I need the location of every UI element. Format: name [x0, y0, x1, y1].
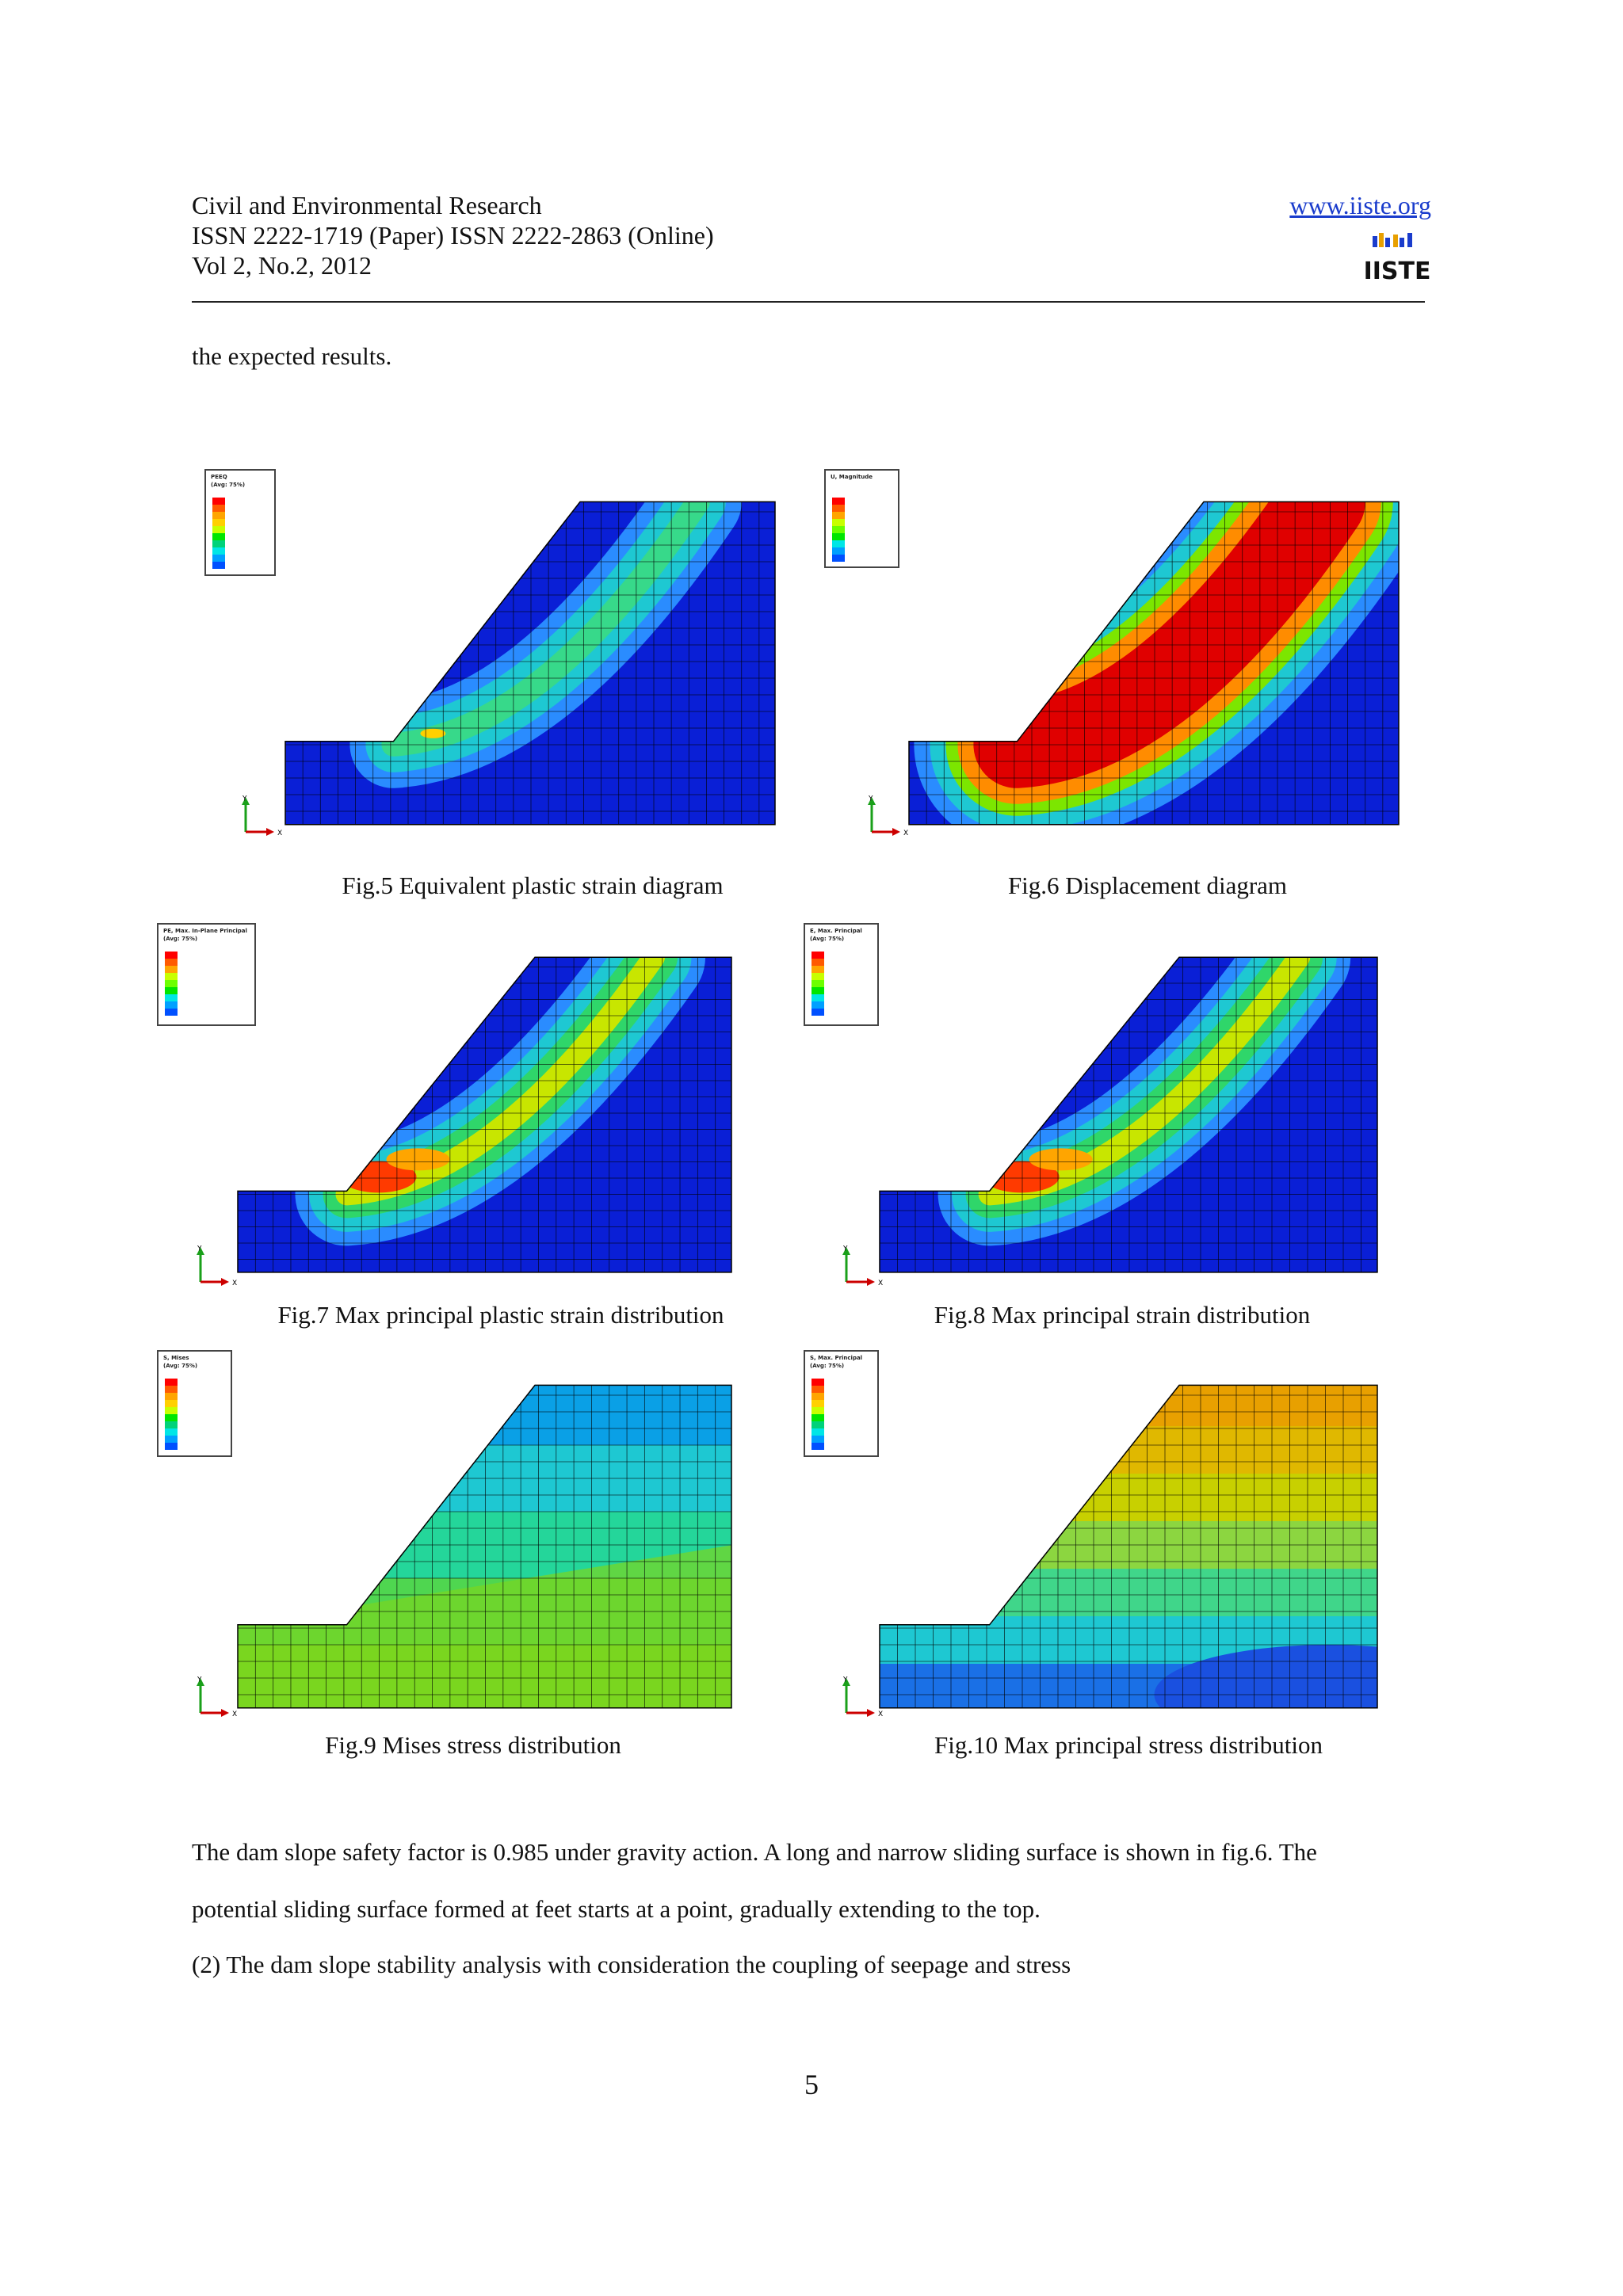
- body-line-2: potential sliding surface formed at feet starts at a point, gradually extending to the top.: [192, 1895, 1041, 1923]
- caption-fig10: Fig.10 Max principal stress distribution: [934, 1731, 1323, 1759]
- journal-title: Civil and Environmental Research: [192, 191, 542, 219]
- journal-header: [192, 190, 714, 280]
- axis-x-label: X: [903, 830, 909, 837]
- page-number: 5: [804, 2069, 819, 2100]
- journal-volume: Vol 2, No.2, 2012: [192, 251, 372, 280]
- legend-averaging: (Avg: 75%): [163, 936, 198, 942]
- axis-triad-icon: [838, 1242, 886, 1290]
- axis-triad-icon: [193, 1242, 240, 1290]
- legend-color-bar: [812, 1379, 824, 1450]
- legend-title: PEEQ: [211, 474, 227, 480]
- legend-color-bar: [165, 1379, 178, 1450]
- legend-title: U, Magnitude: [831, 474, 873, 480]
- axis-x-label: X: [232, 1280, 238, 1287]
- axis-y-label: Y: [843, 1245, 848, 1253]
- contour-legend-6: [824, 469, 899, 568]
- legend-color-bar: [812, 952, 824, 1016]
- axis-triad-icon: [864, 792, 911, 840]
- axis-y-label: Y: [197, 1676, 202, 1684]
- legend-title: E, Max. Principal: [810, 928, 862, 934]
- legend-color-bar: [832, 498, 845, 562]
- caption-fig9: Fig.9 Mises stress distribution: [325, 1731, 621, 1759]
- axis-x-label: X: [232, 1711, 238, 1718]
- contour-legend-5: [204, 469, 276, 576]
- caption-fig6: Fig.6 Displacement diagram: [1007, 871, 1288, 899]
- legend-averaging: (Avg: 75%): [810, 936, 845, 942]
- legend-color-bar: [165, 952, 178, 1016]
- contour-legend-10: [804, 1350, 879, 1457]
- legend-averaging: (Avg: 75%): [211, 482, 246, 488]
- axis-y-label: Y: [869, 795, 873, 803]
- body-line-3: (2) The dam slope stability analysis with consideration the coupling of seepage and stress: [192, 1951, 1071, 1978]
- caption-fig7: Fig.7 Max principal plastic strain distribution: [277, 1301, 724, 1329]
- fe-contour-plot-8: [880, 951, 1379, 1276]
- contour-legend-7: [157, 923, 256, 1026]
- legend-title: S, Mises: [163, 1355, 189, 1361]
- axis-y-label: Y: [843, 1676, 848, 1684]
- logo-text: IISTE: [1363, 257, 1431, 285]
- intro-text: the expected results.: [192, 342, 392, 370]
- legend-color-bar: [212, 498, 225, 569]
- website-link[interactable]: www.iiste.org: [1289, 191, 1431, 219]
- legend-averaging: (Avg: 75%): [810, 1363, 845, 1369]
- legend-title: PE, Max. In-Plane Principal: [163, 928, 247, 934]
- legend-averaging: (Avg: 75%): [163, 1363, 198, 1369]
- contour-legend-8: [804, 923, 879, 1026]
- axis-y-label: Y: [197, 1245, 202, 1253]
- axis-triad-icon: [238, 792, 285, 840]
- header-rule: [192, 301, 1425, 303]
- axis-y-label: Y: [242, 795, 247, 803]
- iiste-logo: [1363, 231, 1431, 287]
- journal-issn: ISSN 2222-1719 (Paper) ISSN 2222-2863 (Online): [192, 221, 714, 250]
- body-line-1: The dam slope safety factor is 0.985 under gravity action. A long and narrow sliding surface is shown in fig.6. The: [192, 1838, 1317, 1866]
- caption-fig5: Fig.5 Equivalent plastic strain diagram: [342, 871, 724, 899]
- axis-x-label: X: [878, 1280, 884, 1287]
- fe-contour-plot-10: [880, 1379, 1379, 1711]
- fe-contour-plot-6: [909, 495, 1400, 828]
- fe-contour-plot-7: [238, 951, 733, 1276]
- contour-legend-9: [157, 1350, 232, 1457]
- fe-contour-plot-9: [238, 1379, 733, 1711]
- axis-x-label: X: [277, 830, 283, 837]
- fe-contour-plot-5: [285, 495, 777, 828]
- axis-triad-icon: [193, 1673, 240, 1721]
- axis-x-label: X: [878, 1711, 884, 1718]
- legend-title: S, Max. Principal: [810, 1355, 863, 1361]
- axis-triad-icon: [838, 1673, 886, 1721]
- caption-fig8: Fig.8 Max principal strain distribution: [934, 1301, 1311, 1329]
